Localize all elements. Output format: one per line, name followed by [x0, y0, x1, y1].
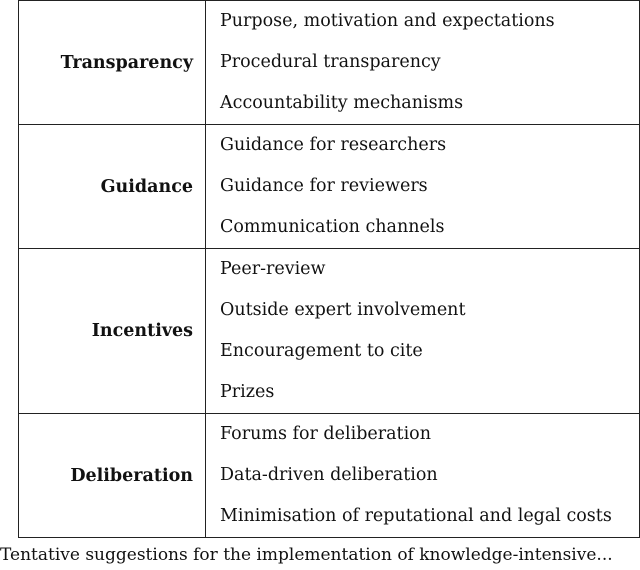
list-item: Accountability mechanisms	[220, 93, 464, 113]
category-label: Guidance	[19, 125, 206, 249]
table-row	[19, 249, 640, 414]
table-body	[19, 1, 640, 538]
table-row	[19, 1, 640, 125]
category-label: Transparency	[19, 1, 206, 125]
list-item: Peer-review	[220, 259, 326, 279]
recommendations-table	[18, 0, 640, 538]
list-item: Communication channels	[220, 217, 445, 237]
figure-caption: Tentative suggestions for the implementation of knowledge-intensive...	[0, 545, 613, 565]
table-row	[19, 125, 640, 249]
items-cell	[206, 249, 640, 414]
list-item: Encouragement to cite	[220, 341, 423, 361]
list-item: Data-driven deliberation	[220, 465, 438, 485]
list-item: Minimisation of reputational and legal costs	[220, 506, 612, 526]
table-row	[19, 414, 640, 538]
items-cell	[206, 1, 640, 125]
list-item: Forums for deliberation	[220, 424, 431, 444]
list-item: Guidance for reviewers	[220, 176, 428, 196]
list-item: Outside expert involvement	[220, 300, 466, 320]
list-item: Guidance for researchers	[220, 135, 447, 155]
category-label: Incentives	[19, 249, 206, 414]
list-item: Prizes	[220, 382, 275, 402]
list-item: Purpose, motivation and expectations	[220, 11, 555, 31]
category-label: Deliberation	[19, 414, 206, 538]
items-cell	[206, 414, 640, 538]
items-cell	[206, 125, 640, 249]
recommendations-figure	[18, 0, 640, 538]
list-item: Procedural transparency	[220, 52, 441, 72]
